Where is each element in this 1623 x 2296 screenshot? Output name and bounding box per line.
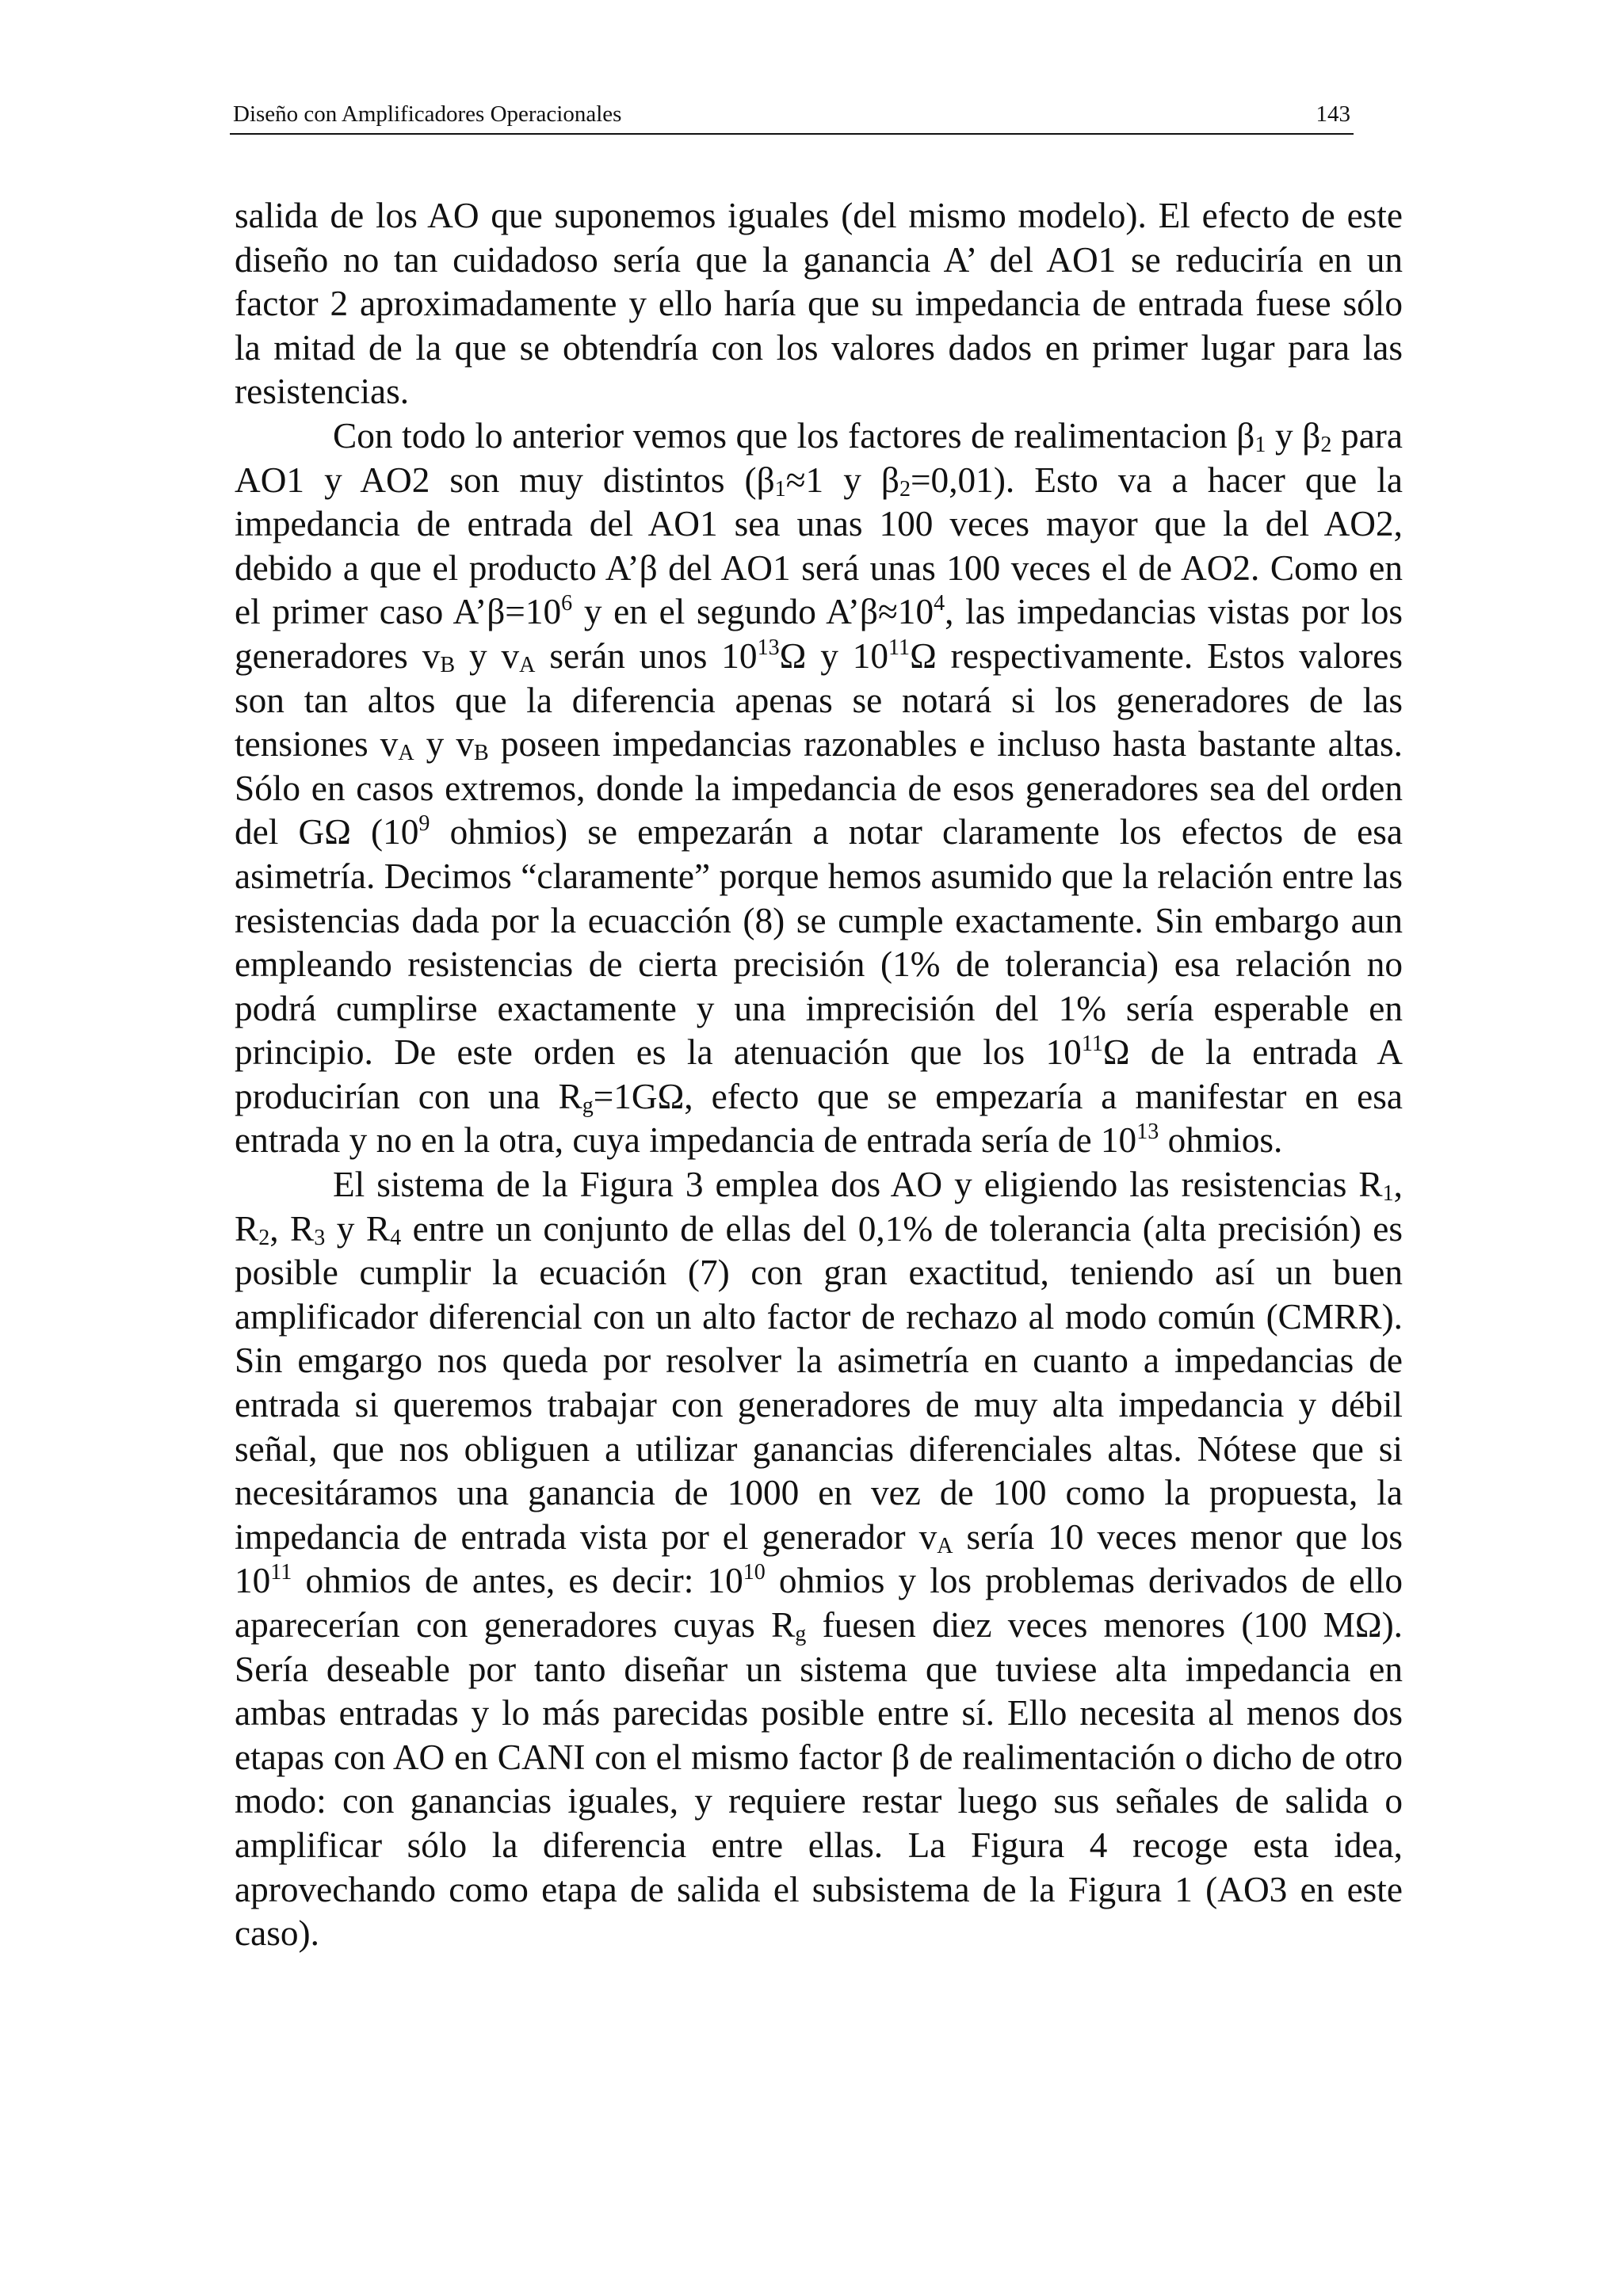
superscript: 9 <box>418 810 430 836</box>
text-run: El sistema de la Figura 3 emplea dos AO y eligiendo las resistencias R <box>333 1165 1383 1205</box>
text-run: y v <box>455 635 520 676</box>
text-run: fuesen diez veces menores (100 MΩ). Sería deseable por tanto diseñar un sistema que tuviese alta impedancia en ambas entradas y lo más parecidas posible entre sí. Ello necesita al menos dos etapas con AO en CANI con el mismo factor β de realimentación o dicho de otro modo: con ganancias iguales, y requiere restar luego sus señales de salida o amplificar sólo la diferencia entre ellas. La Figura 4 recoge esta idea, aprovechando como etapa de salida el subsistema de la Figura 1 (AO3 en este caso). <box>235 1605 1403 1954</box>
text-run: salida de los AO que suponemos iguales (del mismo modelo). El efecto de este diseño no tan cuidadoso sería que la ganancia A’ del AO1 se reduciría en un factor 2 aproximadamente y ello haría que su impedancia de entrada fuese sólo la mitad de la que se obtendría con los valores dados en primer lugar para las resistencias. <box>235 196 1403 412</box>
text-run: y R <box>325 1208 391 1249</box>
superscript: 4 <box>934 590 945 616</box>
text-run: ohmios. <box>1159 1120 1283 1161</box>
subscript: 1 <box>1254 433 1266 458</box>
text-run: , R <box>235 1165 1403 1249</box>
subscript: 2 <box>1320 433 1332 458</box>
paragraph <box>235 194 1403 414</box>
subscript: 2 <box>258 1225 270 1250</box>
subscript: 1 <box>1382 1181 1394 1207</box>
text-run: y β <box>1266 415 1321 456</box>
paragraph <box>235 1163 1403 1956</box>
subscript: 4 <box>390 1225 402 1250</box>
subscript: A <box>937 1533 953 1558</box>
text-run: para AO1 y AO2 son muy distintos (β <box>235 415 1403 500</box>
text-run: ohmios y los problemas derivados de ello aparecerían con generadores cuyas R <box>235 1561 1403 1645</box>
paragraph <box>235 414 1403 1163</box>
text-run: ohmios de antes, es decir: 10 <box>292 1561 743 1601</box>
superscript: 11 <box>1081 1031 1103 1056</box>
subscript: B <box>440 652 456 677</box>
text-run: sería 10 veces menor que los 10 <box>235 1516 1403 1601</box>
subscript: g <box>582 1093 594 1118</box>
text-run: =1GΩ, efecto que se empezaría a manifestar en esa entrada y no en la otra, cuya impedancia de entrada sería de 10 <box>235 1076 1403 1161</box>
text-run: Ω de la entrada A producirían con una R <box>235 1032 1403 1116</box>
subscript: B <box>474 741 489 766</box>
page-number: 143 <box>1316 101 1350 127</box>
subscript: 1 <box>774 476 786 502</box>
subscript: 2 <box>899 476 911 502</box>
subscript: A <box>519 652 536 677</box>
superscript: 10 <box>743 1560 766 1585</box>
text-run: Ω respectivamente. Estos valores son tan altos que la diferencia apenas se notará si los generadores de las tensiones v <box>235 635 1403 765</box>
subscript: 3 <box>314 1225 326 1250</box>
text-run: , R <box>269 1208 315 1249</box>
body-text <box>235 194 1403 1956</box>
text-run: serán unos 10 <box>535 635 758 676</box>
text-run: , las impedancias vistas por los generadores v <box>235 592 1403 676</box>
text-run: y v <box>414 724 475 765</box>
text-run: Ω y 10 <box>779 635 889 676</box>
superscript: 11 <box>270 1560 292 1585</box>
subscript: A <box>398 741 414 766</box>
text-run: ≈1 y β <box>785 460 899 500</box>
superscript: 11 <box>888 635 911 660</box>
text-run: Con todo lo anterior vemos que los factores de realimentacion β <box>333 415 1255 456</box>
text-run: entre un conjunto de ellas del 0,1% de tolerancia (alta precisión) es posible cumplir la ecuación (7) con gran exactitud, teniendo así un buen amplificador diferencial con un alto factor de rechazo al modo común (CMRR). Sin emgargo nos queda por resolver la asimetría en cuanto a impedancias de entrada si queremos trabajar con generadores de muy alta impedancia y débil señal, que nos obliguen a utilizar ganancias diferenciales altas. Nótese que si necesitáramos una ganancia de 1000 en vez de 100 como la propuesta, la impedancia de entrada vista por el generador v <box>235 1208 1403 1557</box>
running-header <box>230 95 1354 135</box>
text-run: ohmios) se empezarán a notar claramente los efectos de esa asimetría. Decimos “claramente” porque hemos asumido que la relación entre las resistencias dada por la ecuacción (8) se cumple exactamente. Sin embargo aun empleando resistencias de cierta precisión (1% de tolerancia) esa relación no podrá cumplirse exactamente y una imprecisión del 1% sería esperable en principio. De este orden es la atenuación que los 10 <box>235 812 1403 1073</box>
subscript: g <box>795 1622 807 1647</box>
superscript: 6 <box>561 590 573 616</box>
superscript: 13 <box>1136 1119 1159 1145</box>
text-run: y en el segundo A’β≈10 <box>572 592 934 632</box>
superscript: 13 <box>757 635 780 660</box>
header-title: Diseño con Amplificadores Operacionales <box>233 101 622 127</box>
text-run: =0,01). Esto va a hacer que la impedancia de entrada del AO1 sea unas 100 veces mayor que la del AO2, debido a que el producto A’β del AO1 será unas 100 veces el de AO2. Como en el primer caso A’β=10 <box>235 460 1403 632</box>
text-run: poseen impedancias razonables e incluso hasta bastante altas. Sólo en casos extremos, donde la impedancia de esos generadores sea del orden del GΩ (10 <box>235 724 1403 852</box>
